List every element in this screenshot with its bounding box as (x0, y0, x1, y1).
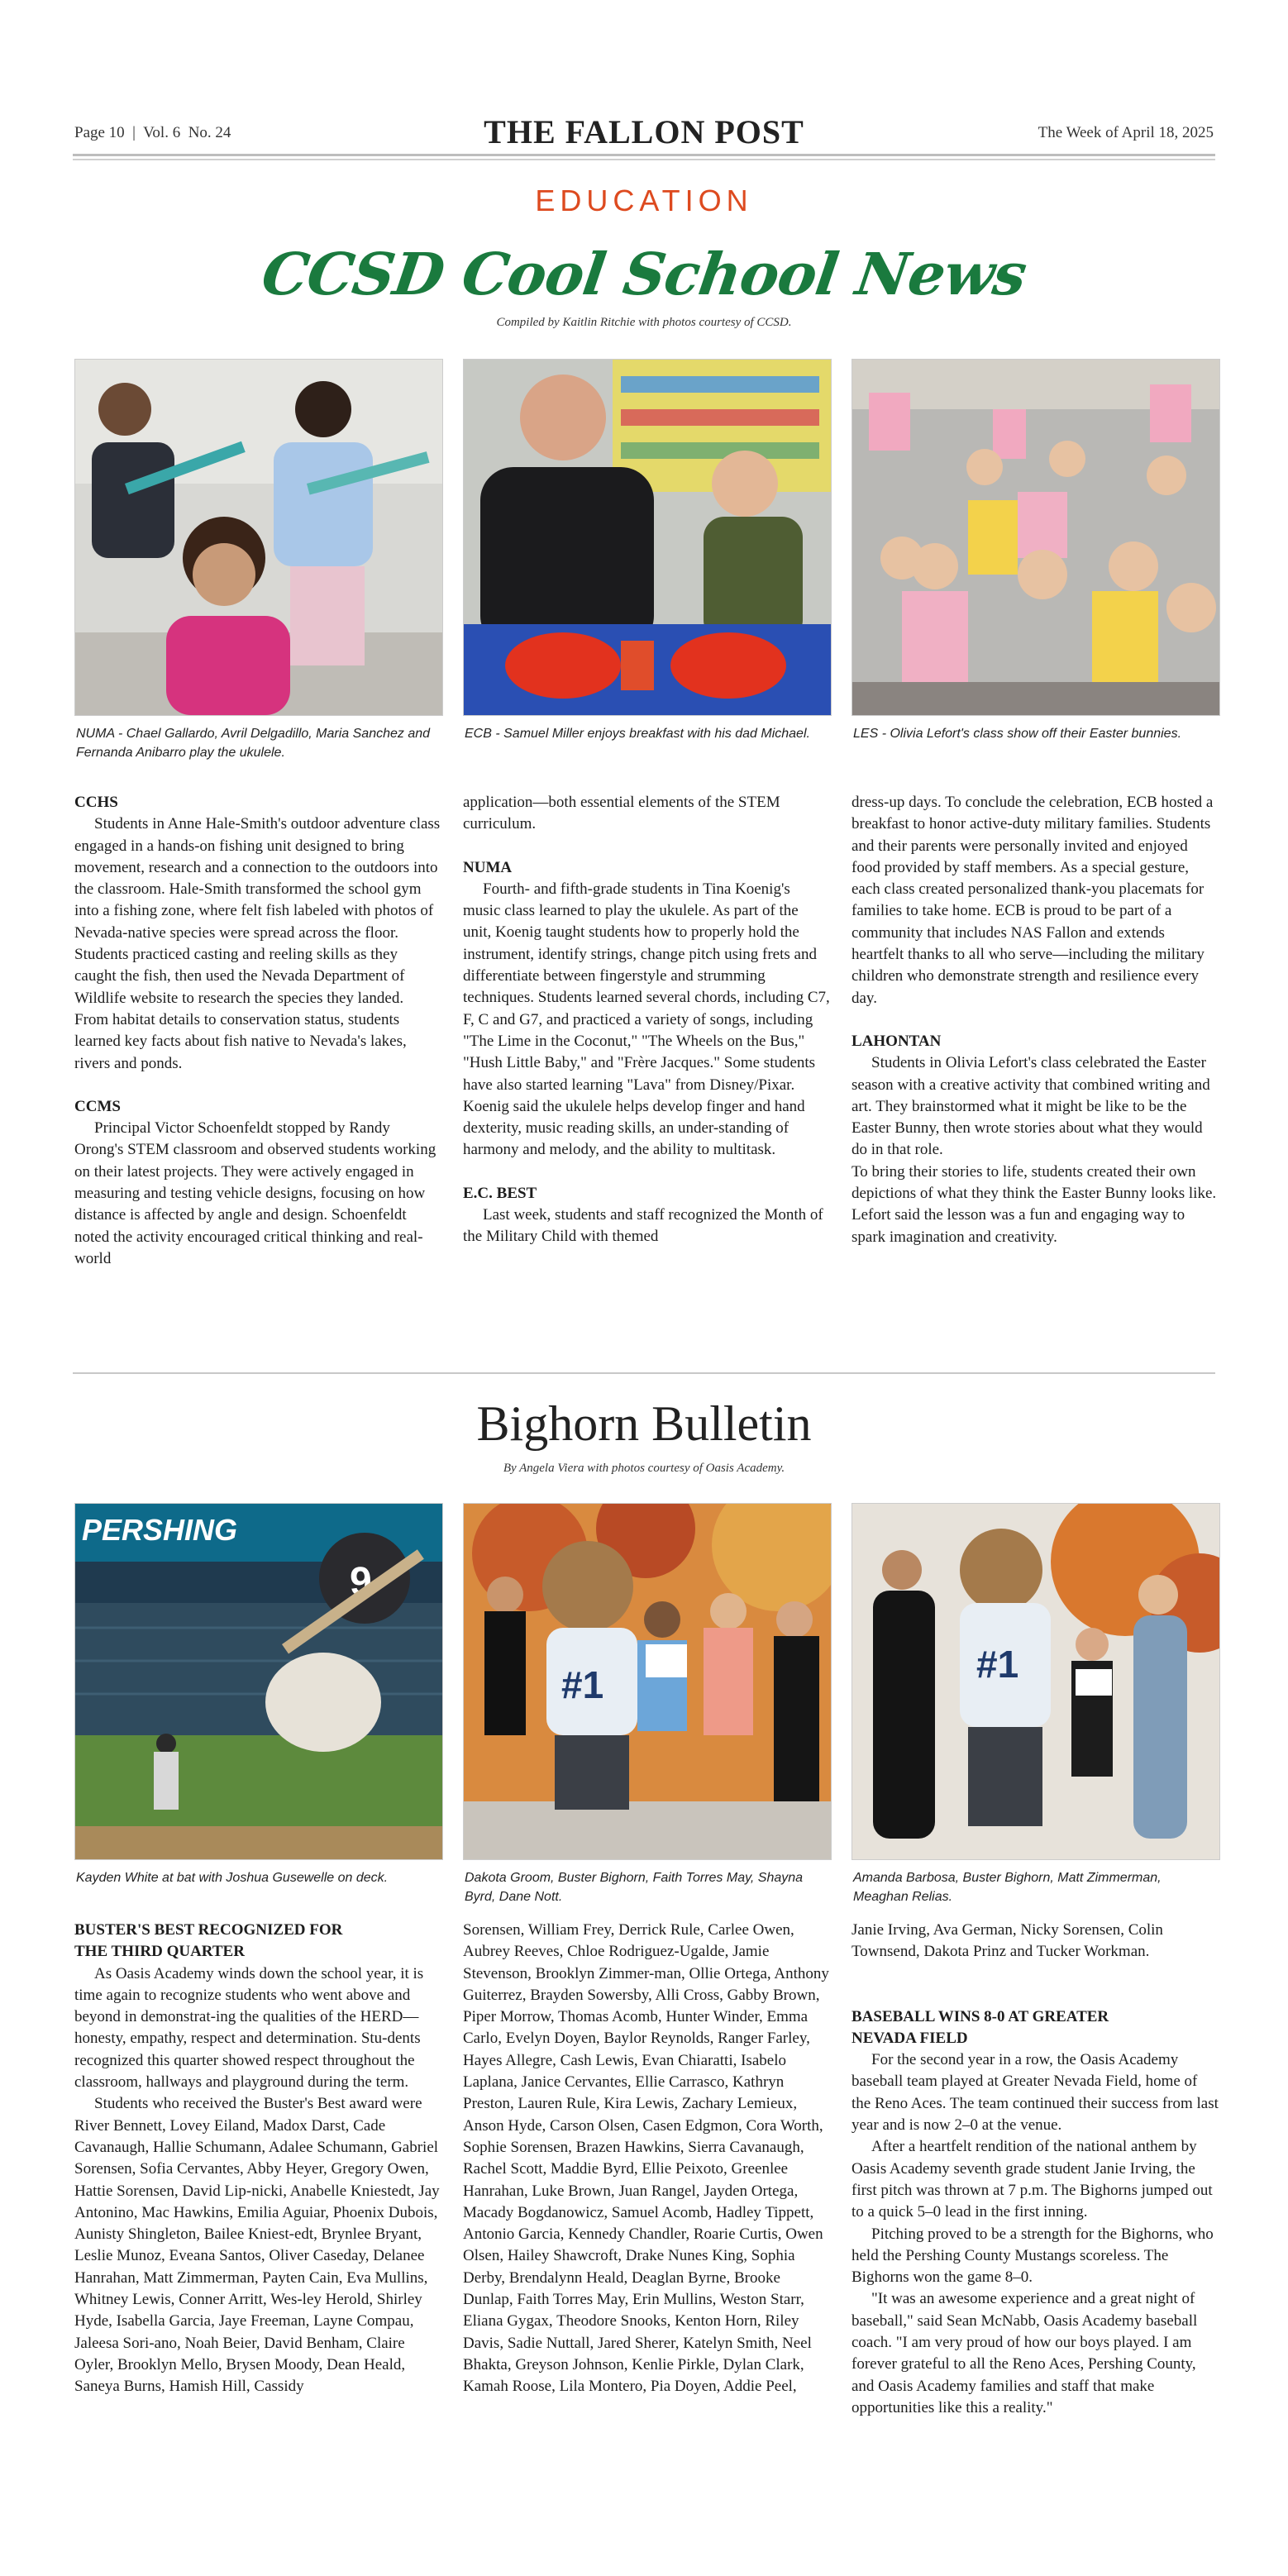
ccsd-column-3 (852, 792, 1219, 1248)
subhead-ccms: CCMS (74, 1097, 121, 1115)
ccsd-credit: Compiled by Kaitlin Ritchie with photos courtesy of CCSD. (496, 316, 792, 329)
photo-easter-bunnies (852, 359, 1220, 716)
article-paragraph: After a heartfelt rendition of the national anthem by Oasis Academy seventh grade student Janie Irving, the first pitch was thrown at 7 p.m. The Bighorns jumped out to a quick 5–0 lead in the first inning. (852, 2138, 1213, 2221)
ccsd-headline: CCSD Cool School News (257, 240, 1031, 308)
mascot-jersey-number: #1 (976, 1643, 1019, 1686)
bighorn-column-1 (74, 1920, 441, 2398)
mascot-jersey-number: #1 (561, 1663, 604, 1706)
section-label: EDUCATION (535, 184, 753, 217)
bighorn-column-3 (852, 1920, 1219, 2419)
section-divider (73, 1372, 1215, 1374)
masthead-rule-thin (73, 159, 1215, 160)
ccsd-column-2 (463, 792, 830, 1248)
bighorn-column-2 (463, 1920, 830, 2398)
photo-baseball-at-bat (74, 1503, 443, 1860)
subhead-lahontan: LAHONTAN (852, 1032, 942, 1050)
bighorn-headline: Bighorn Bulletin (476, 1396, 812, 1451)
article-paragraph: From habitat details to conservation status, students learned key facts about fish native to Nevada's lakes, rivers and ponds. (74, 1010, 407, 1072)
caption-numa: NUMA - Chael Gallardo, Avril Delgadillo, Maria Sanchez and Fernanda Anibarro play the ukulele. (76, 727, 431, 760)
article-paragraph: Students in Anne Hale-Smith's outdoor adventure class engaged in a hands-on fishing unit designed to bring movement, research and a connection to the outdoors into the classroom. Hale-Smith transformed the school gym into a fishing zone, where felt fish labeled with photos of Nevada-native species were spread across the floor. Students practiced casting and reeling skills as they caught the fish, then used the Nevada Department of Wildlife website to research the species they landed. (74, 815, 441, 1007)
article-paragraph: Fourth- and fifth-grade students in Tina Koenig's music class learned to play the ukulele. As part of the unit, Koenig taught students how to properly hold the instrument, identify strings, change pitch using frets and differentiate between fingerstyle and strumming techniques. Students learned several chords, including C7, F, C and G7, and practiced a variety of songs, including "The Lime in the Coconut," "The Wheels on the Bus," "Hush Little Baby," and "Frère Jacques." Some students have also started learning "Lava" from Disney/Pixar. Koenig said the ukulele helps develop finger and hand dexterity, music reading skills, an under-standing of harmony and melody, and the ability to multitask. (463, 880, 830, 1159)
bighorn-credit: By Angela Viera with photos courtesy of Oasis Academy. (503, 1462, 785, 1475)
subhead-ec-best: E.C. BEST (463, 1184, 537, 1202)
article-paragraph: To bring their stories to life, students created their own depictions of what they think the Easter Bunny looks like. Lefort said the lesson was a fun and engaging way to spark imagination and creativity. (852, 1162, 1217, 1246)
photo-bighorn-group-1 (463, 1503, 832, 1860)
issue-date: The Week of April 18, 2025 (1038, 124, 1214, 141)
caption-les: LES - Olivia Lefort's class show off their Easter bunnies. (853, 727, 1182, 741)
article-paragraph: dress-up days. To conclude the celebration, ECB hosted a breakfast to honor active-duty military families. Students and their parents were personally invited and enjoyed food provided by staff members. As a special gesture, each class created personalized thank-you placemats for families to take home. ECB is proud to be part of a community that includes NAS Fallon and extends heartfelt thanks to all who serve—including the military children who demonstrate strength and resilience every day. (852, 794, 1214, 1007)
article-paragraph: For the second year in a row, the Oasis Academy baseball team played at Greater Nevada Field, home of the Reno Aces. The team continued their success from last year and is now 2–0 at the venue. (852, 2051, 1219, 2135)
article-paragraph: Sorensen, William Frey, Derrick Rule, Carlee Owen, Aubrey Reeves, Chloe Rodriguez-Ugalde, Jamie Stevenson, Brooklyn Zimmer-man, Ollie Ortega, Anthony Guiterrez, Brayden Sowersby, Alli Cross, Gabby Brown, Piper Morrow, Thomas Acomb, Hunter Winder, Emma Carlo, Evelyn Doyen, Baylor Reynolds, Ranger Farley, Hayes Allegre, Cash Lewis, Evan Chiaratti, Isabelo Laplana, Janice Cervantes, Ellie Carrasco, Kathryn Preston, Lauren Rule, Kira Lewis, Zachary Lemieux, Anson Hyde, Carson Olsen, Casen Edgmon, Cora Worth, Sophie Sorensen, Brazen Hawkins, Sierra Cavanaugh, Rachel Scott, Maddie Byrd, Ellie Peixoto, Greenlee Hanrahan, Luke Brown, Juan Rangel, Jayden Ortega, Macady Bogdanowicz, Samuel Acomb, Hadley Tippett, Antonio Garcia, Kennedy Chandler, Roarie Curtis, Owen Olsen, Hailey Shawcroft, Drake Nunes King, Sophia Derby, Brendalynn Heald, Deaglan Byrne, Brooke Dunlap, Faith Torres May, Erin Mullins, Weston Starr, Eliana Gygax, Theodore Snooks, Kenton Horn, Riley Davis, Sadie Nuttall, Jared Sherer, Katelyn Smith, Neel Bhakta, Greyson Johnson, Kenlie Pirkle, Dylan Clark, Kamah Roose, Lila Montero, Pia Doyen, Addie Peel, (463, 1921, 829, 2396)
article-paragraph: Principal Victor Schoenfeldt stopped by Randy Orong's STEM classroom and observed students working on their latest projects. They were actively engaged in measuring and testing vehicle designs, focusing on how distance is affected by angle and design. Schoenfeldt noted the activity encouraged critical thinking and real-world (74, 1119, 436, 1267)
subhead-cchs: CCHS (74, 794, 118, 811)
caption-ecb: ECB - Samuel Miller enjoys breakfast with his dad Michael. (465, 727, 810, 741)
article-paragraph: As Oasis Academy winds down the school year, it is time again to recognize students who went above and beyond in demonstrat-ing the qualities of the HERD—honesty, empathy, respect and determination. Stu-dents recognized this quarter showed respect throughout the classroom, hallways and playground during the term. (74, 1964, 424, 2092)
masthead-rule (73, 154, 1215, 156)
article-paragraph: Last week, students and staff recognized the Month of the Military Child with themed (463, 1206, 823, 1246)
photo-bighorn-group-2 (852, 1503, 1220, 1860)
article-paragraph: Janie Irving, Ava German, Nicky Sorensen, Colin Townsend, Dakota Prinz and Tucker Workman. (852, 1921, 1163, 1961)
article-paragraph: "It was an awesome experience and a great night of baseball," said Sean McNabb, Oasis Academy baseball coach. "I am very proud of how our boys played. I am forever grateful to all the Reno Aces, Pershing County, and Oasis Academy families and staff that make opportunities like this a reality." (852, 2290, 1198, 2416)
caption-group-1: Dakota Groom, Buster Bighorn, Faith Torres May, Shayna Byrd, Dane Nott. (465, 1871, 804, 1904)
subhead-baseball: BASEBALL WINS 8-0 AT GREATER NEVADA FIELD (852, 2007, 1109, 2047)
subhead-numa: NUMA (463, 858, 513, 876)
stadium-sign: PERSHING (82, 1513, 238, 1547)
caption-baseball: Kayden White at bat with Joshua Gusewelle on deck. (76, 1871, 389, 1885)
article-paragraph: application—both essential elements of the STEM curriculum. (463, 794, 780, 833)
ccsd-column-1 (74, 792, 441, 1270)
photo-ukulele-students (74, 359, 443, 716)
article-paragraph: Pitching proved to be a strength for the Bighorns, who held the Pershing County Mustangs scoreless. The Bighorns won the game 8–0. (852, 2225, 1214, 2287)
photo-ecb-breakfast (463, 359, 832, 716)
article-paragraph: Students in Olivia Lefort's class celebrated the Easter season with a creative activity that combined writing and art. They brainstormed what it might be like to be the Easter Bunny, then wrote stories about what they would do in that role. (852, 1054, 1210, 1159)
subhead-busters-best: BUSTER'S BEST RECOGNIZED FOR THE THIRD QUARTER (74, 1921, 343, 1961)
publication-title: THE FALLON POST (484, 113, 804, 150)
caption-group-2: Amanda Barbosa, Buster Bighorn, Matt Zimmerman, Meaghan Relias. (853, 1871, 1162, 1904)
masthead-page-info: Page 10 | Vol. 6 No. 24 (74, 124, 231, 141)
helmet-number: 9 (350, 1560, 372, 1604)
article-paragraph: Students who received the Buster's Best award were River Bennett, Lovey Eiland, Madox Darst, Cade Cavanaugh, Hallie Schumann, Adalee Schumann, Gabriel Sorensen, Sofia Cervantes, Abby Heyer, Gregory Owen, Hattie Sorensen, David Lip-nicki, Anabelle Kniestedt, Jay Antonino, Mac Hawkins, Emilia Aguiar, Phoenix Dubois, Aunisty Shingleton, Bailee Kniest-edt, Brynlee Bryant, Leslie Munoz, Eveana Santos, Oliver Caseday, Delanee Hanrahan, Matt Zimmerman, Payten Cain, Eva Mullins, Whitney Lewis, Conner Arritt, Wes-ley Herold, Shirley Hyde, Isabella Garcia, Jaye Freeman, Layne Compau, Jaleesa Sori-ano, Noah Beier, David Benham, Claire Oyler, Brooklyn Mello, Brysen Moody, Dean Heald, Saneya Burns, Hamish Hill, Cassidy (74, 2095, 440, 2396)
